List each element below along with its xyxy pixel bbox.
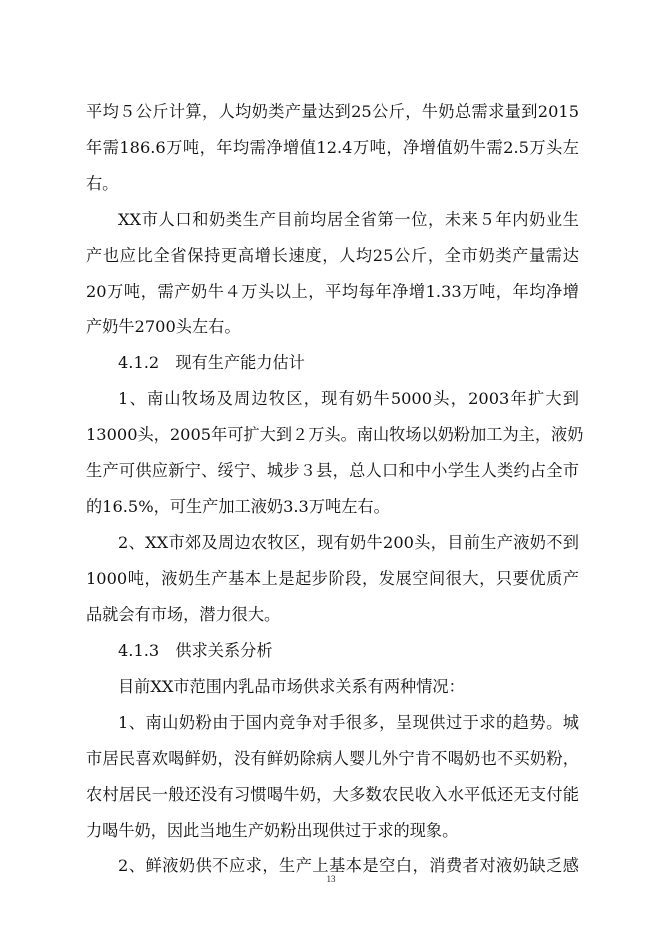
text-line: 20万吨，需产奶牛４万头以上，平均每年净增1.33万吨，年均净增 [86,282,579,301]
text-line: 力喝牛奶，因此当地生产奶粉出现供过于求的现象。 [86,821,459,840]
page-number: 13 [326,874,336,884]
text-line: 平均５公斤计算，人均奶类产量达到25公斤，牛奶总需求量到2015 [86,102,579,121]
text-line: 生产可供应新宁、绥宁、城步３县，总人口和中小学生人类约占全市 [86,461,579,480]
text-line: 右。 [86,174,119,193]
text-line: 产也应比全省保持更高增长速度，人均25公斤，全市奶类产量需达 [86,246,579,265]
text-line: 的16.5%，可生产加工液奶3.3万吨左右。 [86,497,390,516]
text-line: 1000吨，液奶生产基本上是起步阶段，发展空间很大，只要优质产 [86,569,579,588]
text-line: 产奶牛2700头左右。 [86,317,241,336]
text-line: 13000头，2005年可扩大到２万头。南山牧场以奶粉加工为主，液奶 [86,425,584,444]
text-line: 农村居民一般还没有习惯喝牛奶，大多数农民收入水平低还无支付能 [86,785,579,804]
text-line: 2、XX市郊及周边农牧区，现有奶牛200头，目前生产液奶不到 [118,533,579,552]
text-line: 年需186.6万吨，年均需净增值12.4万吨，净增值奶牛需2.5万头左 [86,138,579,157]
text-line: 品就会有市场，潜力很大。 [86,605,281,624]
text-line: 市居民喜欢喝鲜奶，没有鲜奶除病人婴儿外宁肯不喝奶也不买奶粉， [86,749,579,768]
section-heading: 4.1.3 供求关系分析 [118,641,273,660]
text-line: 2、鲜液奶供不应求，生产上基本是空白，消费者对液奶缺乏感 [118,856,579,875]
section-heading: 4.1.2 现有生产能力估计 [118,353,305,372]
text-line: 1、南山牧场及周边牧区，现有奶牛5000头，2003年扩大到 [118,389,579,408]
text-line: 目前XX市范围内乳品市场供求关系有两种情况： [118,677,465,696]
text-line: XX市人口和奶类生产目前均居全省第一位，未来５年内奶业生 [118,210,579,229]
text-line: 1、南山奶粉由于国内竞争对手很多，呈现供过于求的趋势。城 [118,713,579,732]
